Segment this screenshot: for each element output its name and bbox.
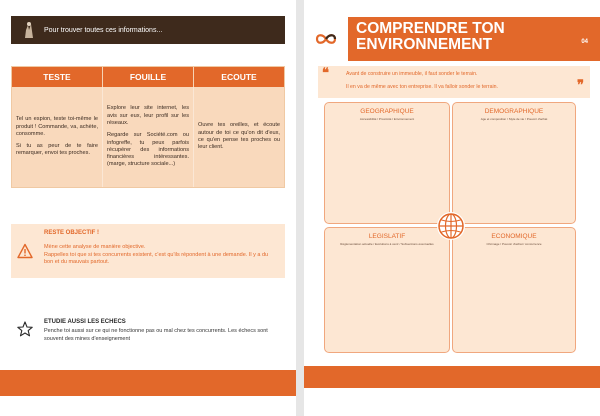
ecoute-text-1: Ouvre tes oreilles, et écoute autour de toi ce qu'on dit d'eux, ce qu'en pense tes proches ou leur client. (198, 122, 280, 151)
infinity-logo-icon (304, 17, 348, 61)
page-title-line-1: COMPRENDRE TON (356, 20, 505, 37)
page-title (356, 21, 505, 54)
echecs-callout (11, 314, 285, 356)
quadrant-legislatif (324, 227, 450, 353)
quadrant-title: ECONOMIQUE (491, 233, 537, 240)
quadrant-subtitle: Accessibilité / Proximité / Environnement (359, 117, 415, 121)
quadrant-subtitle: Age et composition / Style de vie / Pouvoir d'achat (480, 117, 548, 121)
echecs-body: Penche toi aussi sur ce qui ne fonctionne pas ou mal chez tes concurrents. Les échecs sont souvent des mines d'enseignement (44, 328, 268, 342)
objectif-line-1: Mène cette analyse de manière objective. (44, 244, 146, 250)
quote-line-2: Il en va de même avec ton entreprise. Il va falloir sonder le terrain. (346, 84, 498, 90)
objectif-line-2: Rappelles toi que si tes concurrents existent, c'est qu'ils répondent à une demande. Il y a du bon et du mauvais partout. (44, 251, 269, 266)
quadrant-title: GEOGRAPHIQUE (360, 108, 414, 115)
objectif-title: RESTE OBJECTIF ! (44, 230, 100, 236)
header-ecoute: ECOUTE (194, 67, 284, 87)
info-header-banner (11, 16, 285, 44)
objectif-callout (11, 224, 285, 278)
fouille-text-2: Regarde sur Société.com ou infogreffe, tu peux parfois récupérer des informations financières intéressantes. (marge, structure sociale...) (107, 132, 189, 168)
teste-text-1: Tel un espion, teste toi-même le produit ! Commande, va, achète, consomme. (16, 116, 98, 137)
left-page (0, 0, 296, 416)
quadrant-economique (452, 227, 576, 353)
quadrant-subtitle: Réglementation actuelle / Evolutions à venir / Subventions éventuelles (340, 242, 434, 246)
chapter-header (304, 17, 600, 61)
globe-icon (436, 211, 466, 241)
quadrant-demographique (452, 102, 576, 224)
header-teste: TESTE (12, 67, 103, 87)
teste-text-2: Si tu as peur de te faire remarquer, envoi tes proches. (16, 143, 98, 157)
header-fouille: FOUILLE (103, 67, 194, 87)
col-fouille (103, 87, 194, 187)
quadrant-title: LEGISLATIF (368, 233, 406, 240)
page-number: 04 (581, 39, 588, 45)
col-teste (12, 87, 103, 187)
open-quote-icon: ❝ (322, 66, 329, 81)
quadrant-subtitle: Chômage / Pouvoir d'achat / concurrence (486, 242, 542, 246)
hands-icon (22, 21, 36, 39)
right-footer-band (304, 366, 600, 388)
page-title-line-2: ENVIRONNEMENT (356, 36, 493, 54)
left-footer-band (0, 370, 296, 396)
warning-icon (17, 243, 33, 259)
close-quote-icon: ❞ (577, 78, 584, 93)
fouille-text-1: Explore leur site internet, les avis sur eux, leur profil sur les réseaux. (107, 105, 189, 126)
quadrant-geographique (324, 102, 450, 224)
col-ecoute (194, 87, 284, 187)
quadrant-title: DEMOGRAPHIQUE (484, 108, 544, 115)
right-page (304, 0, 600, 416)
echecs-title: ETUDIE AUSSI LES ECHECS (44, 319, 126, 325)
star-icon (17, 321, 33, 337)
methods-table (11, 66, 285, 188)
info-header-text: Pour trouver toutes ces informations... (44, 26, 163, 34)
quote-box (318, 66, 590, 98)
objectif-body (44, 244, 274, 267)
quote-line-1: Avant de construire un immeuble, il faut sonder le terrain. (346, 71, 478, 77)
